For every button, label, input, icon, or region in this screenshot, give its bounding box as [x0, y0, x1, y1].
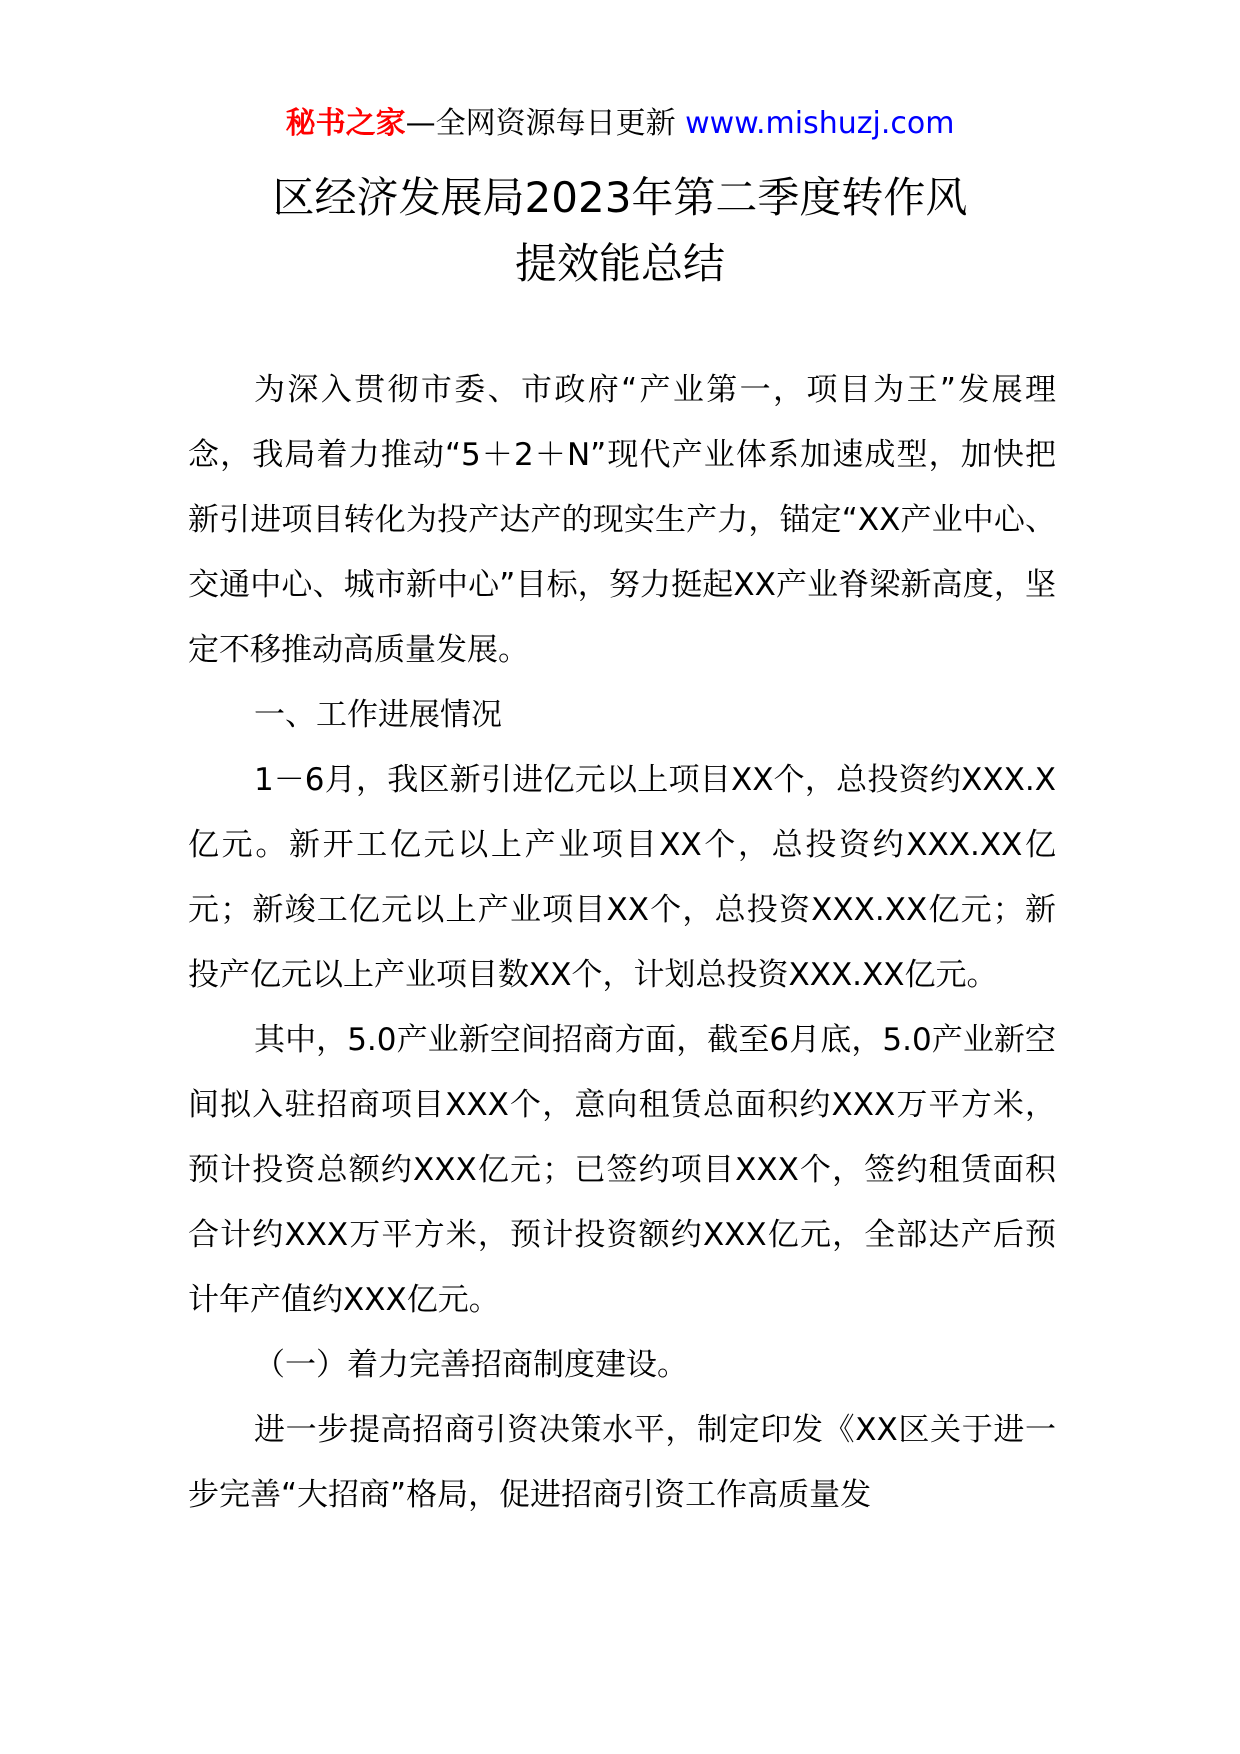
document-title	[0, 165, 1240, 297]
document-body	[188, 358, 1056, 1528]
section-heading-progress: 一、工作进展情况	[254, 697, 502, 733]
system-building-paragraph: 进一步提高招商引资决策水平，制定印发《XX区关于进一步完善“大招商”格局，促进招商引资工作高质量发	[188, 1412, 1056, 1513]
subsection-heading-system: （一）着力完善招商制度建设。	[254, 1347, 688, 1383]
intro-paragraph: 为深入贯彻市委、市政府“产业第一，项目为王”发展理念，我局着力推动“5＋2＋N”现代产业体系加速成型，加快把新引进项目转化为投产达产的现实生产力，锚定“XX产业中心、交通中心、城市新中心”目标，努力挺起XX产业脊梁新高度，坚定不移推动高质量发展。	[188, 372, 1056, 668]
progress-statistics-paragraph: 1－6月，我区新引进亿元以上项目XX个，总投资约XXX.X亿元。新开工亿元以上产业项目XX个，总投资约XXX.XX亿元；新竣工亿元以上产业项目XX个，总投资XXX.XX亿元；新投产亿元以上产业项目数XX个，计划总投资XXX.XX亿元。	[188, 762, 1056, 993]
document-title-line-1: 区经济发展局2023年第二季度转作风	[272, 173, 968, 222]
site-banner	[0, 104, 1240, 144]
industry-space-paragraph: 其中，5.0产业新空间招商方面，截至6月底，5.0产业新空间拟入驻招商项目XXX个，意向租赁总面积约XXX万平方米，预计投资总额约XXX亿元；已签约项目XXX个，签约租赁面积合计约XXX万平方米，预计投资额约XXX亿元，全部达产后预计年产值约XXX亿元。	[188, 1022, 1056, 1318]
site-brand: 秘书之家	[285, 106, 406, 141]
site-tagline: —全网资源每日更新	[405, 106, 676, 141]
document-title-line-2: 提效能总结	[514, 239, 725, 288]
site-url-link[interactable]: www.mishuzj.com	[685, 106, 955, 141]
